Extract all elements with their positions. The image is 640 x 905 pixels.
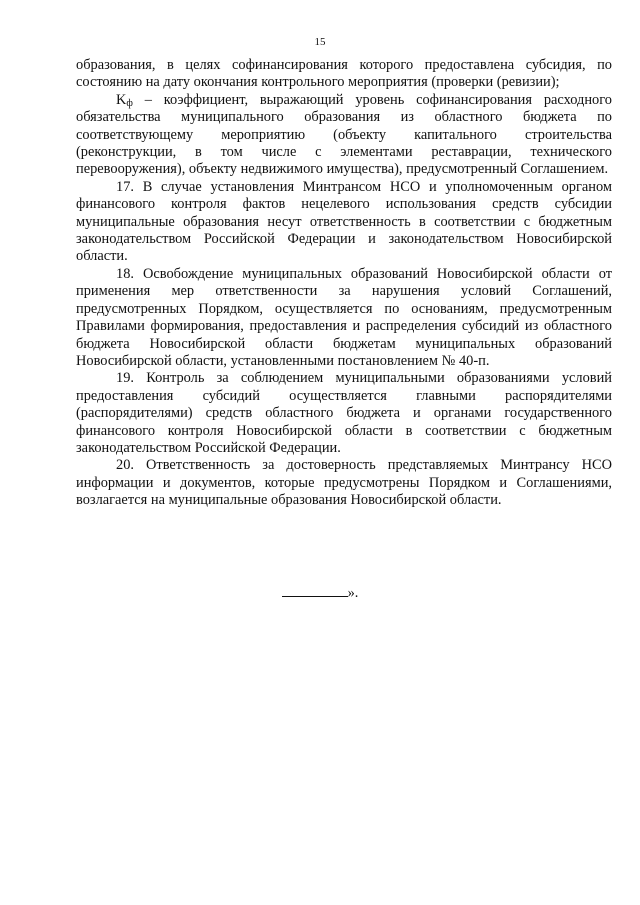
coefficient-symbol: K: [116, 91, 127, 108]
paragraph-coefficient: [76, 92, 612, 179]
paragraph-20: 20. Ответственность за достоверность представляемых Минтрансу НСО информации и документов, которые предусмотрены Порядком и Соглашениями, возлагается на муниципальные образования Новосибирской области.: [76, 457, 612, 509]
coefficient-definition: – коэффициент, выражающий уровень софинансирования расходного обязательства муниципального образования из областного бюджета по соответствующему мероприятию (объекту капитального строительства (реконструкции, в том числе с элементами реставрации, технического перевооружения), объекту недвижимого имущества), предусмотренный Соглашением.: [76, 91, 612, 178]
paragraph-continuation: образования, в целях софинансирования которого предоставлена субсидия, по состоянию на дату окончания контрольного мероприятия (проверки (ревизии);: [76, 57, 612, 91]
closing-mark: [0, 585, 640, 602]
closing-quote: ».: [347, 585, 359, 601]
document-body: [76, 57, 612, 510]
coefficient-subscript: ф: [126, 97, 133, 109]
paragraph-17: 17. В случае установления Минтрансом НСО и уполномоченным органом финансового контроля фактов нецелевого использования средств субсидии муниципальные образования несут ответственность в соответствии с бюджетным законодательством Российской Федерации и законодательством Новосибирской области.: [76, 178, 612, 265]
paragraph-19: 19. Контроль за соблюдением муниципальными образованиями условий предоставления субсидий осуществляется главными распорядителями (распорядителями) средств областного бюджета и органами государственного финансового контроля Новосибирской области в соответствии с бюджетным законодательством Российской Федерации.: [76, 370, 612, 456]
paragraph-18: 18. Освобождение муниципальных образований Новосибирской области от применения мер ответственности за нарушения условий Соглашений, предусмотренных Порядком, осуществляется по основаниям, предусмотренным Правилами формирования, предоставления и распределения субсидий из областного бюджета Новосибирской области бюджетам муниципальных образований Новосибирской области, установленными постановлением № 40-п.: [76, 265, 612, 369]
closing-underline: [282, 585, 348, 597]
page-number: 15: [314, 36, 326, 48]
